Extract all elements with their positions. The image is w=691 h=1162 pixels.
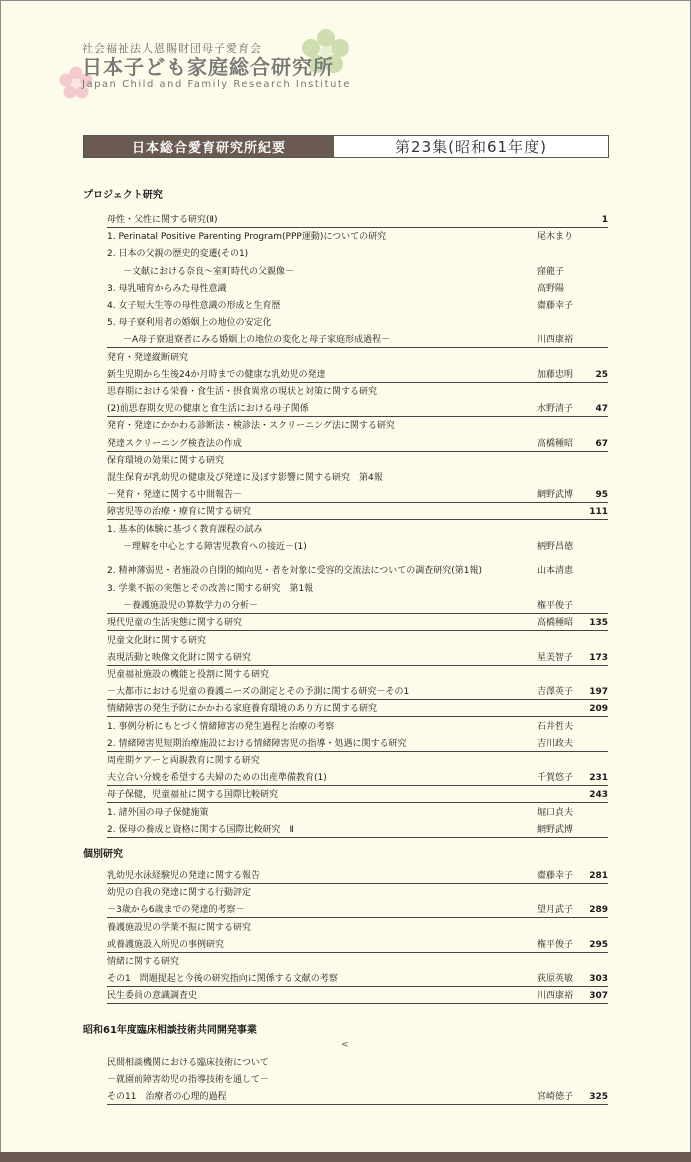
toc-row [107, 1087, 608, 1105]
toc-row [107, 520, 608, 537]
toc-page-number: 231 [589, 773, 608, 784]
toc-title: 現代児童の生活実態に関する研究 [107, 618, 243, 629]
toc-page-number: 289 [589, 905, 608, 916]
toc-title: －養護施設児の算数学力の分析－ [123, 601, 259, 612]
toc-row [107, 330, 608, 348]
toc-author: 高野陽 [537, 283, 565, 294]
toc-page-number: 111 [589, 507, 608, 518]
journal-title: 日本総合愛育研究所紀要 [84, 136, 334, 157]
toc-author: 山本清恵 [537, 566, 574, 576]
section-heading-individual: 個別研究 [83, 849, 123, 860]
toc-row [107, 768, 608, 786]
toc-title: 周産期ケアーと両親教育に関する研究 [107, 756, 260, 766]
toc-row [107, 648, 608, 666]
toc-title: 2. 精神薄弱児・者施設の自閉的傾向児・者を対象に受容的交流法についての調査研究(第1報) [107, 566, 483, 576]
toc-row [107, 227, 608, 244]
toc-author: 吉澤英子 [537, 687, 574, 698]
toc-page-number: 1 [601, 215, 608, 225]
toc-page-number: 67 [595, 438, 608, 449]
toc-row [107, 665, 608, 682]
toc-row [107, 631, 608, 648]
toc-row [107, 365, 608, 383]
toc-title: 養護施設児の学業不振に関する研究 [107, 922, 252, 933]
toc-author: 荻原英敏 [537, 974, 574, 985]
toc-title: 発育・発達縦断研究 [107, 352, 189, 363]
toc-page-number: 209 [589, 704, 608, 715]
toc-title: 表現活動と映像文化財に関する研究 [107, 652, 252, 663]
toc-row [107, 935, 608, 953]
bottom-bar [0, 1152, 691, 1162]
toc-author: 水野清子 [537, 404, 574, 415]
toc-page-number: 303 [589, 974, 608, 985]
toc-author: 窪龍子 [537, 266, 565, 277]
toc-title: 母性・父性に関する研究(Ⅱ) [107, 215, 218, 225]
toc-title: 新生児期から生後24か月時までの健康な乳幼児の発達 [107, 369, 326, 380]
toc-row [107, 399, 608, 417]
toc-title: その1 問題提起と今後の研究指向に関係する文献の考察 [107, 974, 338, 985]
toc-title: 3. 母乳哺育からみた母性意識 [107, 283, 227, 294]
toc-page-number: 47 [595, 404, 608, 415]
toc-author: 権平俊子 [537, 939, 574, 950]
toc-author: 石井哲夫 [537, 721, 574, 732]
toc-row [107, 244, 608, 261]
journal-title-bar [83, 135, 609, 158]
toc-row [107, 785, 608, 803]
toc-author: 齋藤幸子 [537, 301, 574, 311]
toc-title: 情緒障害の発生予防にかかわる家庭養育環境のあり方に関する研究 [107, 704, 378, 715]
toc-row [107, 468, 608, 485]
toc-row [107, 1070, 608, 1087]
toc-row [107, 613, 608, 631]
toc-row [107, 952, 608, 969]
toc-author: 千賀悠子 [537, 773, 574, 784]
toc-title: 情緒に関する研究 [107, 957, 180, 967]
toc-row [107, 296, 608, 313]
toc-page-number: 307 [589, 991, 608, 1002]
toc-row [107, 734, 608, 752]
toc-title: 1. 基本的体験に基づく教育課程の試み [107, 524, 263, 535]
section-heading-clinical: 昭和61年度臨床相談技術共同開発事業 [83, 1025, 257, 1036]
toc-title: 混生保育が乳幼児の健康及び発達に及ぼす影響に関する研究 第4報 [107, 473, 383, 483]
toc-title: －就園前障害幼児の指導技術を通して－ [107, 1075, 270, 1086]
toc-row [107, 554, 608, 578]
toc-page-number: 243 [589, 790, 608, 801]
toc-title: 3. 学業不振の実態とその改善に関する研究 第1報 [107, 584, 314, 594]
toc-row [107, 969, 608, 987]
toc-page-number: 281 [589, 871, 608, 881]
toc-title: 夫立合い分娩を希望する夫婦のための出産準備教育(1) [107, 773, 327, 784]
toc-author: 吉川政夫 [537, 738, 574, 749]
toc-title: 2. 保母の養成と資格に関する国際比較研究 Ⅱ [107, 824, 294, 835]
toc-row [107, 579, 608, 596]
toc-title: 5. 母子寮利用者の婚姻上の地位の安定化 [107, 318, 272, 329]
toc-title: 思春期における栄養・食生活・摂食異常の現状と対策に関する研究 [107, 387, 378, 397]
toc-author: 宮崎徳子 [537, 1092, 574, 1103]
toc-row [107, 699, 608, 717]
toc-row [107, 382, 608, 399]
toc-row [107, 682, 608, 700]
toc-author: 星美智子 [537, 652, 574, 663]
toc-author: 網野武博 [537, 824, 574, 835]
toc-row [107, 485, 608, 503]
toc-title: 民生委員の意識調査史 [107, 991, 198, 1002]
toc-row [107, 883, 608, 900]
toc-row [107, 900, 608, 918]
toc-author: 加藤忠明 [537, 369, 574, 380]
toc-author: 柄野昌徳 [537, 541, 574, 552]
toc-page-number: 197 [589, 687, 608, 698]
toc-title: その11 治療者の心理的過程 [107, 1092, 227, 1103]
toc-title: 保育環境の効果に関する研究 [107, 455, 225, 466]
toc-title: －理解を中心とする障害児教育への接近－(1) [123, 541, 307, 552]
toc-author: 齋藤幸子 [537, 871, 574, 881]
toc-title: 或養護施設入所児の事例研究 [107, 939, 225, 950]
toc-page-number: 95 [595, 490, 608, 501]
toc-title: －大都市における児童の養護ニーズの測定とその予測に関する研究－その1 [107, 687, 410, 698]
toc-title: 4. 女子短大生等の母性意識の形成と生育歴 [107, 301, 281, 311]
toc-page-number: 173 [589, 652, 608, 663]
toc-row [107, 416, 608, 433]
toc-author: 高橋種昭 [537, 438, 574, 449]
toc-page-number: 25 [595, 369, 608, 380]
toc-author: 網野武博 [537, 490, 574, 501]
toc-row [107, 820, 608, 838]
toc-row [107, 451, 608, 468]
toc-row [107, 1053, 608, 1070]
toc-title: 幼児の自我の発達に関する行動評定 [107, 888, 252, 899]
toc-title: 1. Perinatal Positive Parenting Program(PPP運動)についての研究 [107, 232, 387, 243]
toc-row [107, 717, 608, 734]
toc-author: 高橋種昭 [537, 618, 574, 629]
toc-title: 母子保健，児童福祉に関する国際比較研究 [107, 790, 279, 801]
toc-author: 望月武子 [537, 905, 574, 916]
institute-name: 日本子ども家庭総合研究所 [82, 55, 334, 79]
toc-title: －A母子寮退寮者にみる婚姻上の地位の変化と母子家庭形成過程－ [123, 335, 391, 346]
toc-row [107, 210, 608, 228]
toc-author: 権平俊子 [537, 601, 574, 612]
toc-title: 乳幼児水泳経験児の発達に関する報告 [107, 871, 261, 881]
toc-title: －3歳から6歳までの発達的考察－ [107, 905, 245, 916]
stray-mark: < [341, 1040, 349, 1050]
toc-title: 児童文化財に関する研究 [107, 635, 207, 646]
toc-title: 1. 諸外国の母子保健施策 [107, 807, 209, 818]
toc-author: 川西康裕 [537, 335, 574, 346]
toc-row [107, 537, 608, 554]
toc-page-number: 295 [589, 939, 608, 950]
toc-row [107, 918, 608, 935]
section-heading-project: プロジェクト研究 [83, 190, 163, 201]
toc-author: 堀口貞夫 [537, 807, 574, 818]
org-line: 社会福祉法人恩賜財団母子愛育会 [82, 42, 262, 55]
volume-title: 第23集(昭和61年度) [334, 136, 608, 157]
toc-row [107, 986, 608, 1004]
toc-row [107, 803, 608, 820]
toc-row [107, 502, 608, 520]
toc-title: －文献における奈良～室町時代の父親像－ [123, 266, 295, 277]
toc-row [107, 434, 608, 452]
toc-row [107, 279, 608, 296]
toc-row [107, 866, 608, 884]
toc-title: 2. 日本の父親の歴史的変遷(その1) [107, 249, 249, 260]
toc-page-number: 135 [589, 618, 608, 629]
toc-row [107, 262, 608, 279]
toc-row [107, 596, 608, 614]
toc-title: 障害児等の治療・療育に関する研究 [107, 507, 252, 518]
toc-title: －発育・発達に関する中間報告－ [107, 490, 243, 501]
toc-title: 民間相談機関における臨床技術について [107, 1058, 269, 1068]
toc-title: 発育・発達にかかわる診断法・検診法・スクリーニング法に関する研究 [107, 421, 395, 432]
toc-row [107, 313, 608, 330]
toc-author: 川西康裕 [537, 991, 574, 1002]
toc-page-number: 325 [589, 1092, 608, 1103]
toc-title: 1. 事例分析にもとづく情緒障害の発生過程と治療の考察 [107, 721, 335, 732]
toc-title: 発達スクリーニング検査法の作成 [107, 438, 242, 449]
toc-author: 尾木まり [537, 232, 574, 243]
toc-row [107, 751, 608, 768]
toc-title: (2)前思春期女児の健康と食生活における母子関係 [107, 404, 309, 415]
toc-row [107, 348, 608, 365]
institute-english: Japan Child and Family Research Institute [82, 79, 351, 90]
toc-title: 児童福祉施設の機能と役割に関する研究 [107, 670, 270, 680]
toc-title: 2. 情緒障害児短期治療施設における情緒障害児の指導・処遇に関する研究 [107, 738, 407, 749]
